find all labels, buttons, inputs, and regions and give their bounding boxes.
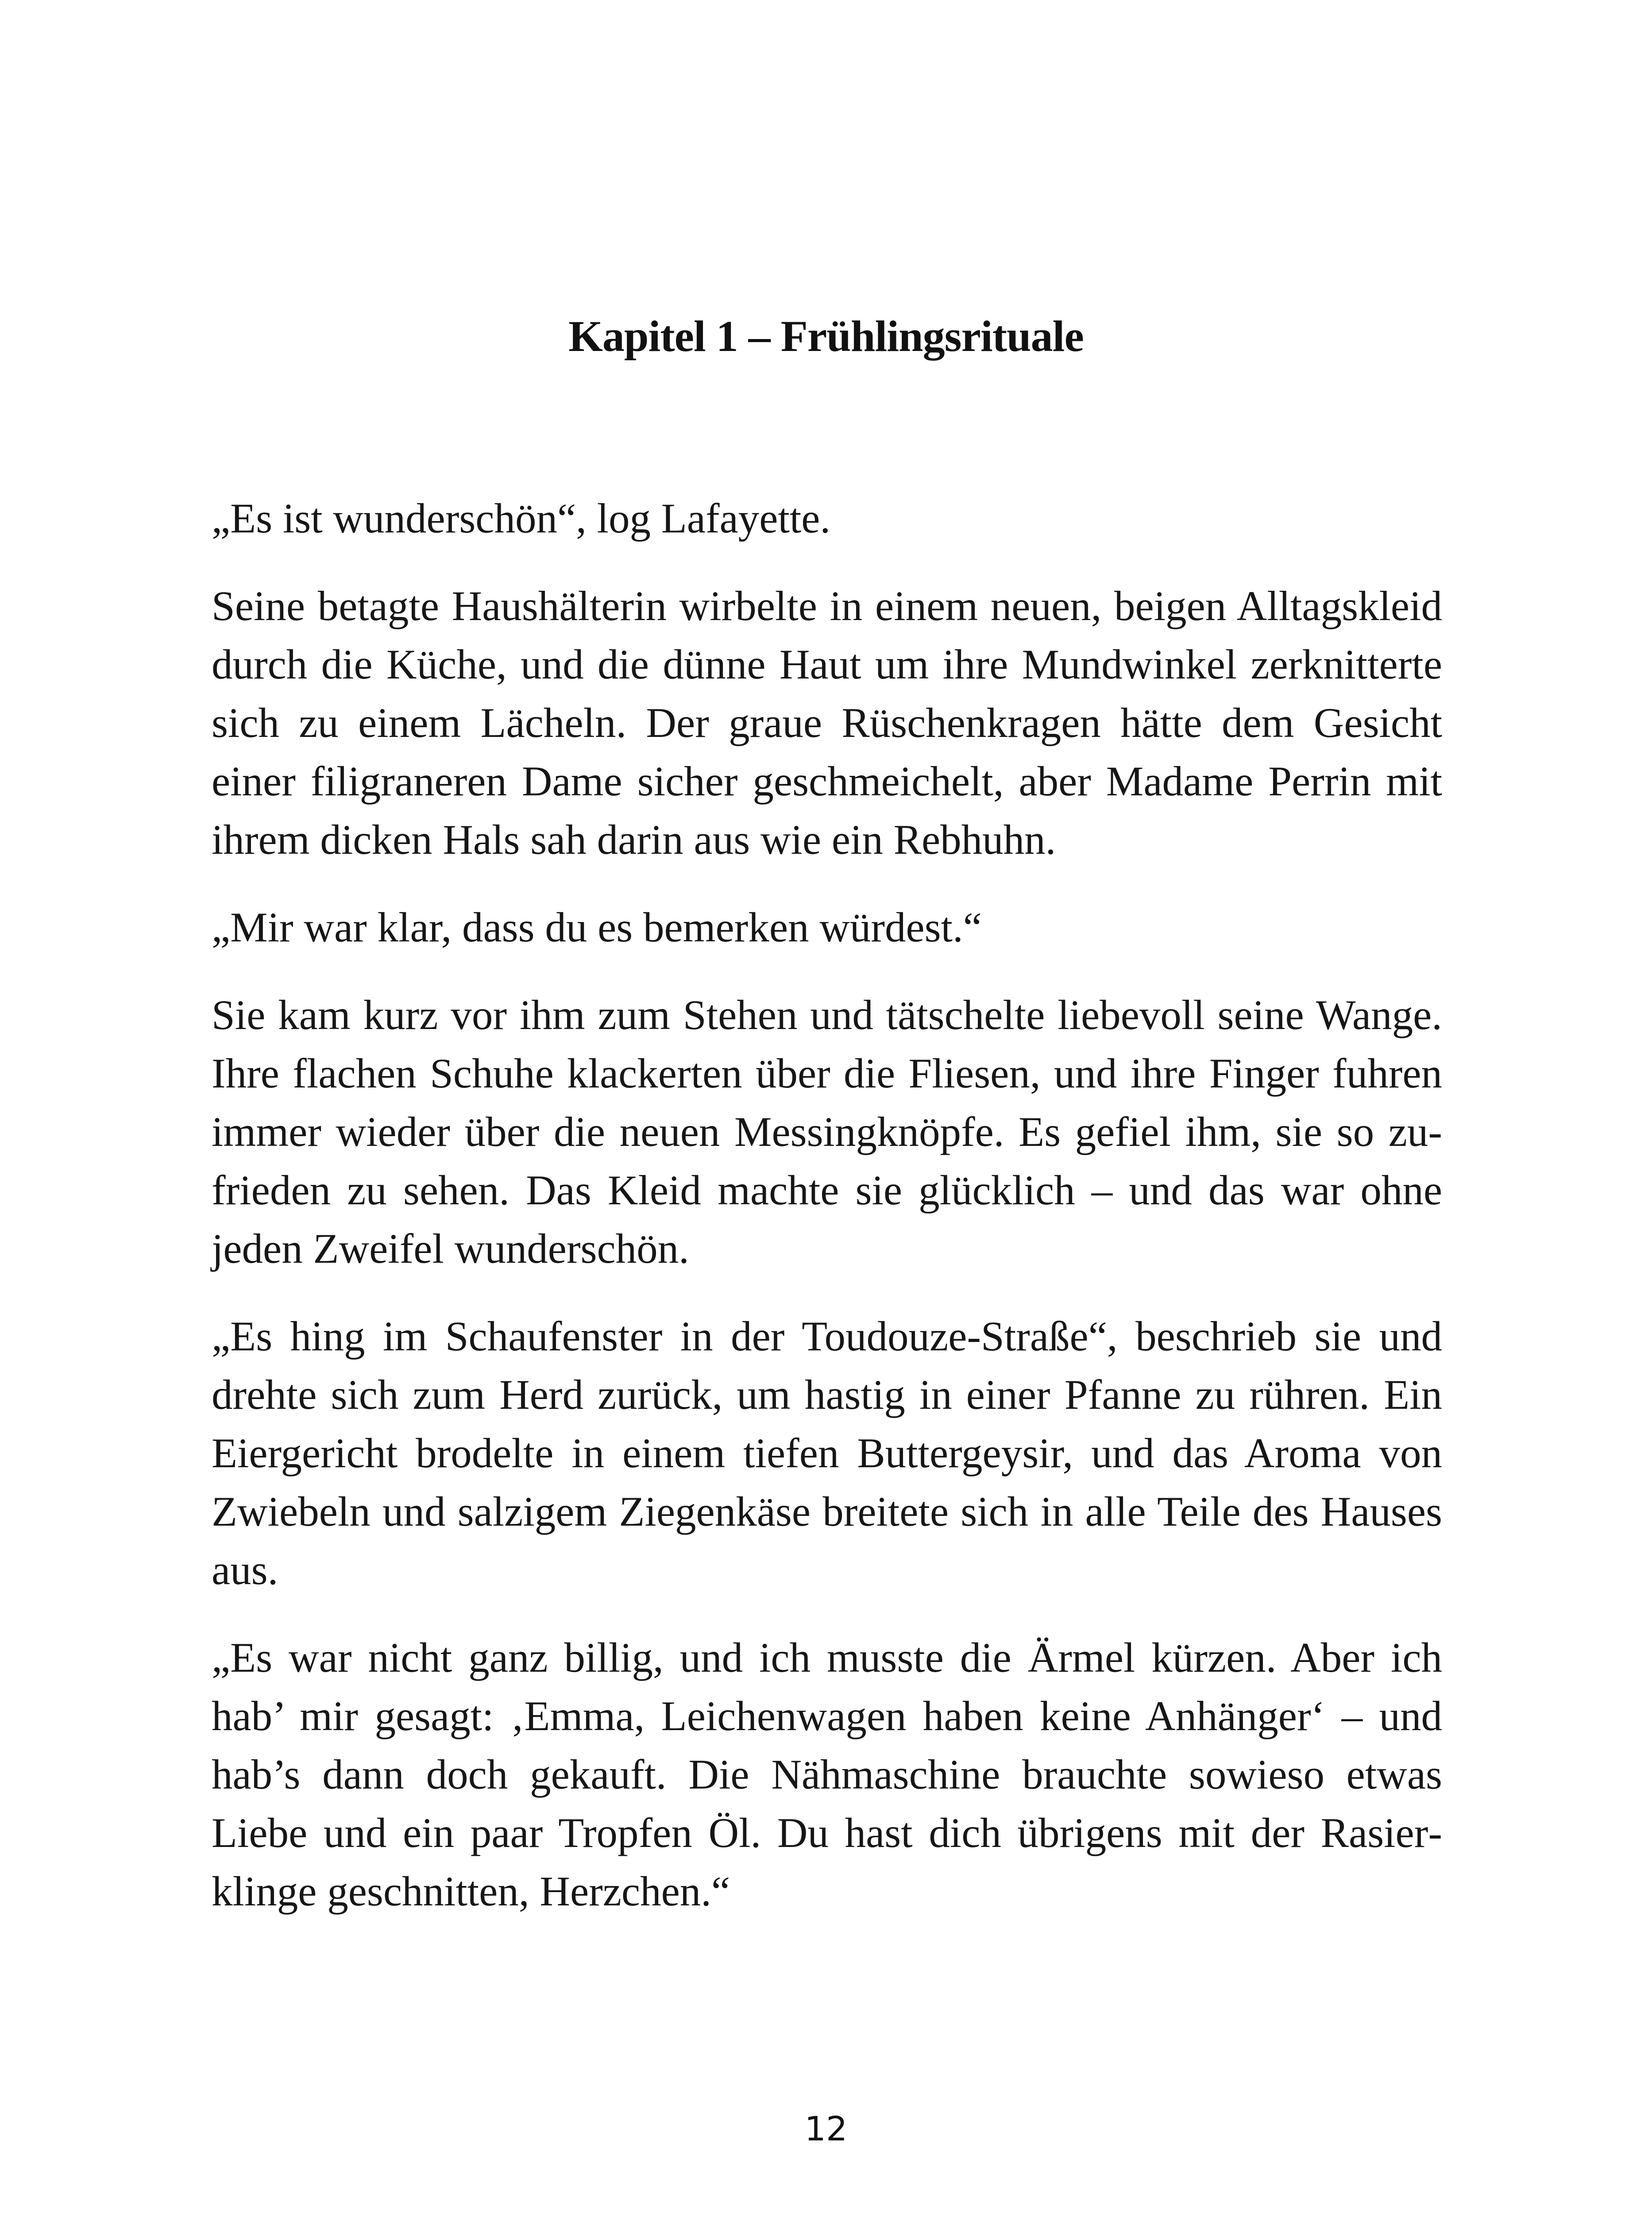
page-number: 12 [804,2109,848,2148]
paragraph: Seine betagte Haushälterin wirbelte in einem neuen, beigen Alltagskleid durch die Küche, und die dünne Haut um ihre Mundwinkel zerknitterte sich zu einem Lächeln. Der graue Rüschenkragen hätte dem Gesicht einer filigraneren Dame sicher geschmeichelt, aber Madame Perrin mit ihrem dicken Hals sah darin aus wie ein Rebhuhn. [212,582,1442,863]
paragraph: „Es ist wunderschön“, log Lafayette. [212,495,831,542]
chapter-title: Kapitel 1 – Frühlingsrituale [568,312,1084,361]
chapter-body [212,489,1442,1950]
paragraph: „Es war nicht ganz billig, und ich musste die Ärmel kürzen. Aber ich hab’ mir gesagt: ‚Emma, Leichenwagen haben keine Anhänger‘ – und hab’s dann doch gekauft. Die Nähmaschine brauchte sowieso etwas Liebe und ein paar Tropfen Öl. Du hast dich übrigens mit der Rasierklinge geschnitten, Herzchen.“ [212,1634,1442,1915]
paragraph: „Es hing im Schaufenster in der Toudouze-Straße“, beschrieb sie und drehte sich zum Herd zurück, um hastig in einer Pfanne zu rühren. Ein Eiergericht brodelte in einem tiefen Buttergeysir, und das Aroma von Zwiebeln und salzigem Ziegenkäse breitete sich in alle Teile des Hauses aus. [212,1313,1442,1593]
paragraph: Sie kam kurz vor ihm zum Stehen und tätschelte liebevoll seine Wange. Ihre flachen Schuhe klackerten über die Fliesen, und ihre Finger fuhren immer wieder über die neuen Messingknöpfe. Es gefiel ihm, sie so zufrieden zu sehen. Das Kleid machte sie glücklich – und das war ohne jeden Zweifel wunderschön. [212,991,1442,1272]
paragraph: „Mir war klar, dass du es bemerken würdest.“ [212,904,982,951]
